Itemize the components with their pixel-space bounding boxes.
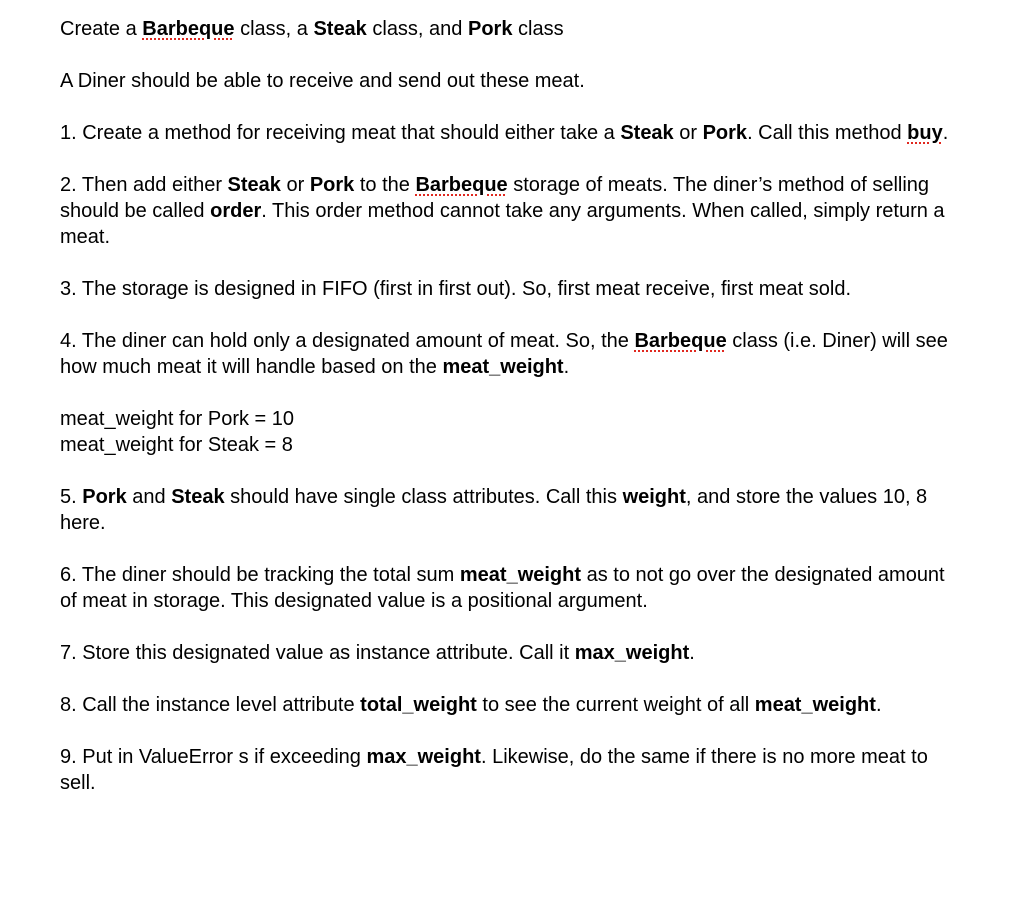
term-total-weight: total_weight <box>360 694 477 716</box>
term-steak: Steak <box>313 18 367 40</box>
term-max-weight: max_weight <box>574 642 690 664</box>
step-9-paragraph <box>60 744 960 796</box>
text-run: or <box>673 122 703 144</box>
term-pork: Pork <box>702 122 748 144</box>
diner-paragraph: A Diner should be able to receive and send out these meat. <box>60 70 585 92</box>
step-1-paragraph <box>60 120 960 146</box>
steak-weight-line: meat_weight for Steak = 8 <box>60 434 293 456</box>
text-run: . Likewise, do the same if there is no more meat to sell. <box>60 746 928 794</box>
term-barbeque: Barbeque <box>142 18 235 40</box>
text-run: 5. <box>60 486 83 508</box>
pork-weight-line: meat_weight for Pork = 10 <box>60 408 295 430</box>
term-steak: Steak <box>227 174 281 196</box>
text-run: storage of meats. The diner’s method of selling should be called <box>60 174 930 222</box>
step-7-paragraph <box>60 640 960 666</box>
term-pork: Pork <box>467 18 513 40</box>
intro-paragraph <box>60 16 960 42</box>
term-meat-weight: meat_weight <box>754 694 876 716</box>
text-run: 1. Create a method for receiving meat that should either take a <box>60 122 621 144</box>
text-run: class (i.e. Diner) will see how much meat it will handle based on the <box>60 330 948 378</box>
text-run: . Call this method <box>747 122 908 144</box>
text-run: 7. Store this designated value as instance attribute. Call it <box>60 642 575 664</box>
term-barbeque: Barbeque <box>634 330 727 352</box>
text-run: and <box>126 486 172 508</box>
step-3-paragraph: 3. The storage is designed in FIFO (first in first out). So, first meat receive, first meat sold. <box>60 278 852 300</box>
text-run: . <box>689 642 695 664</box>
text-run: 8. Call the instance level attribute <box>60 694 361 716</box>
term-max-weight: max_weight <box>366 746 481 768</box>
document-body <box>60 16 960 796</box>
step-6-paragraph <box>60 562 960 614</box>
term-steak: Steak <box>620 122 674 144</box>
text-run: or <box>280 174 310 196</box>
step-4-paragraph <box>60 328 960 380</box>
text-run: . <box>942 122 949 144</box>
text-run: Create a <box>60 18 143 40</box>
text-run: as to not go over the designated amount of meat in storage. This designated value is a positional argument. <box>60 564 945 612</box>
text-run: 4. The diner can hold only a designated amount of meat. So, the <box>60 330 635 352</box>
text-run: . This order method cannot take any arguments. When called, simply return a meat. <box>60 200 945 248</box>
term-weight: weight <box>622 486 686 508</box>
term-order: order <box>210 200 262 222</box>
term-meat-weight: meat_weight <box>442 356 564 378</box>
text-run: class, a <box>234 18 314 40</box>
text-run: class <box>512 18 564 40</box>
text-run: . <box>875 694 882 716</box>
text-run: to the <box>354 174 416 196</box>
term-pork: Pork <box>309 174 355 196</box>
step-8-paragraph <box>60 692 960 718</box>
step-2-paragraph <box>60 172 960 250</box>
text-run: 9. Put in ValueError s if exceeding <box>60 746 367 768</box>
text-run: should have single class attributes. Call this <box>224 486 623 508</box>
text-run: 6. The diner should be tracking the total sum <box>60 564 460 586</box>
term-steak: Steak <box>171 486 225 508</box>
text-run: 2. Then add either <box>60 174 228 196</box>
text-run: , and store the values 10, 8 here. <box>60 486 928 534</box>
text-run: class, and <box>366 18 468 40</box>
term-pork: Pork <box>82 486 127 508</box>
term-meat-weight: meat_weight <box>459 564 582 586</box>
text-run: . <box>563 356 570 378</box>
term-buy: buy <box>907 122 943 144</box>
step-5-paragraph <box>60 484 960 536</box>
text-run: to see the current weight of all <box>476 694 755 716</box>
term-barbeque: Barbeque <box>415 174 508 196</box>
